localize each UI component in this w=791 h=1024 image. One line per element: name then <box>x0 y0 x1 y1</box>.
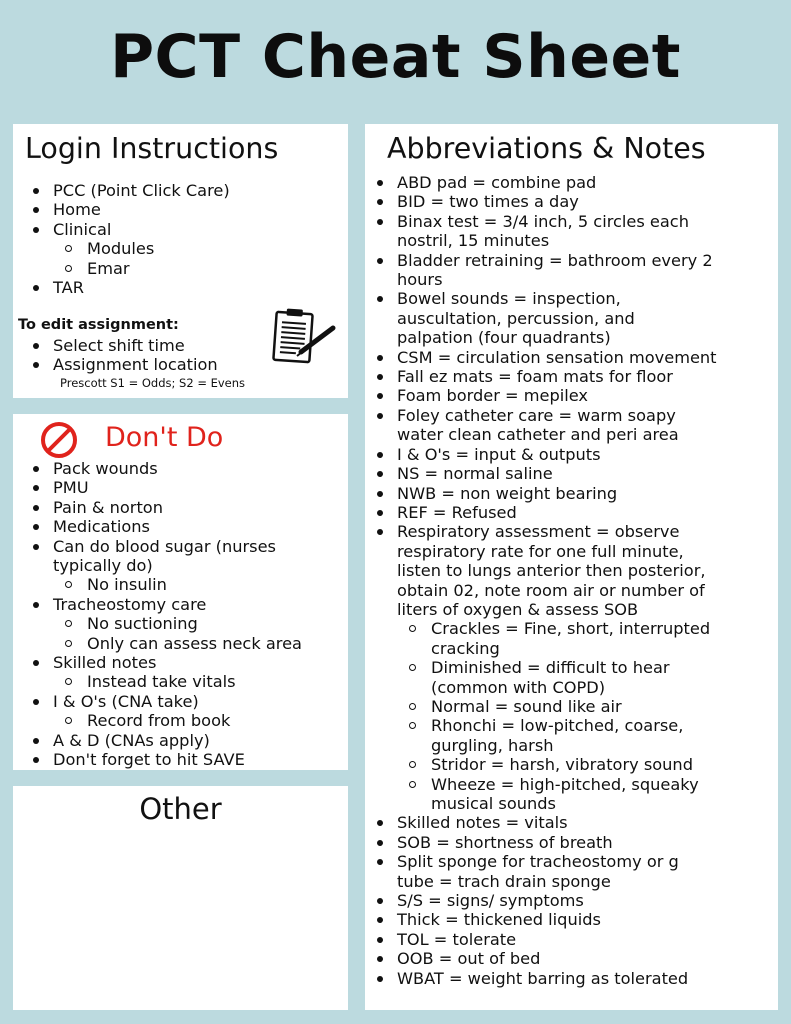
list-item-line: I & O's = input & outputs <box>397 444 601 464</box>
sub-list-item <box>397 755 777 774</box>
list-item-line: water clean catheter and peri area <box>397 425 679 445</box>
list-item-line: SOB = shortness of breath <box>397 832 613 852</box>
list-item-line: respiratory rate for one full minute, <box>397 541 684 561</box>
list-item-line: Binax test = 3/4 inch, 5 circles each <box>397 211 689 231</box>
sub-list-item <box>397 658 777 697</box>
list-item <box>17 595 302 653</box>
list-item: Pain & norton <box>17 498 302 517</box>
sub-list <box>53 711 302 730</box>
list-item <box>361 173 771 192</box>
list-item <box>361 930 771 949</box>
sub-list-item: Emar <box>53 259 230 278</box>
sub-list <box>53 239 230 278</box>
sub-list-item-line: gurgling, harsh <box>431 735 554 755</box>
login-list <box>17 181 230 297</box>
sub-list-item-line: Rhonchi = low-pitched, coarse, <box>431 716 684 736</box>
list-item: PCC (Point Click Care) <box>17 181 230 200</box>
sub-list-item-line: Stridor = harsh, vibratory sound <box>431 755 693 775</box>
list-item: Home <box>17 200 230 219</box>
list-item: Don't forget to hit SAVE <box>17 750 302 769</box>
sub-list-item: Record from book <box>53 711 302 730</box>
list-item-line: obtain 02, note room air or number of <box>397 580 705 600</box>
sub-list-item-line: musical sounds <box>431 794 556 813</box>
abbreviations-list <box>361 173 771 988</box>
list-item-line: Bladder retraining = bathroom every 2 <box>397 250 713 270</box>
list-item <box>17 537 302 595</box>
sub-list-item <box>397 697 777 716</box>
list-item-line: hours <box>397 270 443 290</box>
clipboard-icon <box>271 306 337 364</box>
sub-list-item-line: Wheeze = high-pitched, squeaky <box>431 774 699 794</box>
list-item-line: S/S = signs/ symptoms <box>397 891 584 911</box>
list-item <box>361 251 771 290</box>
login-instructions-panel <box>13 124 348 398</box>
list-item-line: Thick = thickened liquids <box>397 910 601 930</box>
list-item-line: TOL = tolerate <box>397 929 517 949</box>
list-item-line: ABD pad = combine pad <box>397 173 597 192</box>
list-item: Medications <box>17 517 302 536</box>
dont-do-panel <box>13 414 348 770</box>
login-heading: Login Instructions <box>25 132 279 165</box>
list-item-line: palpation (four quadrants) <box>397 328 611 348</box>
list-item-line: tube = trach drain sponge <box>397 871 611 891</box>
list-item-line: NWB = non weight bearing <box>397 483 618 503</box>
list-item-line: listen to lungs anterior then posterior, <box>397 561 706 581</box>
list-item-line: Bowel sounds = inspection, <box>397 289 621 309</box>
list-item-label: Tracheostomy care <box>53 594 207 614</box>
sub-list-item: No suctioning <box>53 614 302 633</box>
list-item-label: Clinical <box>53 219 112 239</box>
list-item: Assignment location <box>17 355 218 374</box>
list-item-line: Respiratory assessment = observe <box>397 522 680 542</box>
list-item <box>361 852 771 891</box>
sub-list-item <box>397 716 777 755</box>
sub-list-item-line: Normal = sound like air <box>431 696 622 716</box>
list-item: Pack wounds <box>17 459 302 478</box>
list-item <box>361 891 771 910</box>
list-item <box>361 522 771 813</box>
list-item <box>361 464 771 483</box>
sub-list-item-line: cracking <box>431 638 500 658</box>
other-panel <box>13 786 348 1010</box>
list-item: PMU <box>17 478 302 497</box>
list-item-line: NS = normal saline <box>397 464 553 484</box>
list-item <box>361 503 771 522</box>
sub-list-item-line: Crackles = Fine, short, interrupted <box>431 619 711 639</box>
list-item: Select shift time <box>17 336 218 355</box>
dont-do-list <box>17 459 302 770</box>
list-item <box>361 484 771 503</box>
sub-list-item: Modules <box>53 239 230 258</box>
list-item-line: Skilled notes = vitals <box>397 813 568 833</box>
list-item-line: BID = two times a day <box>397 192 579 212</box>
abbreviations-panel <box>365 124 778 1010</box>
list-item <box>361 192 771 211</box>
edit-assignment-heading: To edit assignment: <box>18 317 179 333</box>
sub-list-item: Instead take vitals <box>53 672 302 691</box>
list-item <box>361 813 771 832</box>
list-item-line: Fall ez mats = foam mats for floor <box>397 367 673 387</box>
list-item-label: Skilled notes <box>53 653 157 673</box>
list-item-line: liters of oxygen & assess SOB <box>397 599 639 619</box>
list-item-line: WBAT = weight barring as tolerated <box>397 968 689 988</box>
list-item-line: CSM = circulation sensation movement <box>397 347 717 367</box>
list-item <box>361 348 771 367</box>
list-item-line: REF = Refused <box>397 502 517 522</box>
sub-list-item-line: (common with COPD) <box>431 677 606 697</box>
sub-list-item: No insulin <box>53 575 302 594</box>
location-note: Prescott S1 = Odds; S2 = Evens <box>60 376 246 390</box>
prohibited-icon <box>39 420 79 460</box>
sub-list-item-line: Diminished = difficult to hear <box>431 658 670 678</box>
list-item <box>17 653 302 692</box>
list-item-line: Can do blood sugar (nurses <box>53 536 276 556</box>
sub-list <box>53 614 302 653</box>
list-item: TAR <box>17 278 230 297</box>
list-item <box>361 212 771 251</box>
list-item <box>361 949 771 968</box>
sub-list-item <box>397 619 777 658</box>
list-item <box>361 833 771 852</box>
list-item-line: Foam border = mepilex <box>397 386 589 406</box>
list-item <box>361 969 771 988</box>
list-item-label: I & O's (CNA take) <box>53 691 199 711</box>
sub-list <box>53 672 302 691</box>
other-heading: Other <box>139 792 222 826</box>
list-item-line: typically do) <box>53 556 153 576</box>
list-item <box>361 367 771 386</box>
list-item <box>17 220 230 278</box>
list-item-line: Split sponge for tracheostomy or g <box>397 852 679 872</box>
list-item-line: auscultation, percussion, and <box>397 308 635 328</box>
sub-list-item <box>397 775 777 814</box>
list-item <box>361 445 771 464</box>
abbreviations-heading: Abbreviations & Notes <box>387 132 706 165</box>
list-item <box>361 910 771 929</box>
list-item <box>361 289 771 347</box>
list-item <box>17 692 302 731</box>
list-item-line: OOB = out of bed <box>397 949 541 969</box>
list-item-line: nostril, 15 minutes <box>397 231 550 251</box>
sub-list <box>397 619 771 813</box>
list-item <box>361 406 771 445</box>
page-title: PCT Cheat Sheet <box>110 22 681 92</box>
edit-assignment-list <box>17 336 218 375</box>
list-item-line: Foley catheter care = warm soapy <box>397 405 676 425</box>
dont-do-heading: Don't Do <box>105 422 224 453</box>
sub-list <box>53 575 302 594</box>
list-item <box>361 386 771 405</box>
sub-list-item: Only can assess neck area <box>53 634 302 653</box>
abbreviations-list-container <box>361 173 771 988</box>
list-item: A & D (CNAs apply) <box>17 731 302 750</box>
